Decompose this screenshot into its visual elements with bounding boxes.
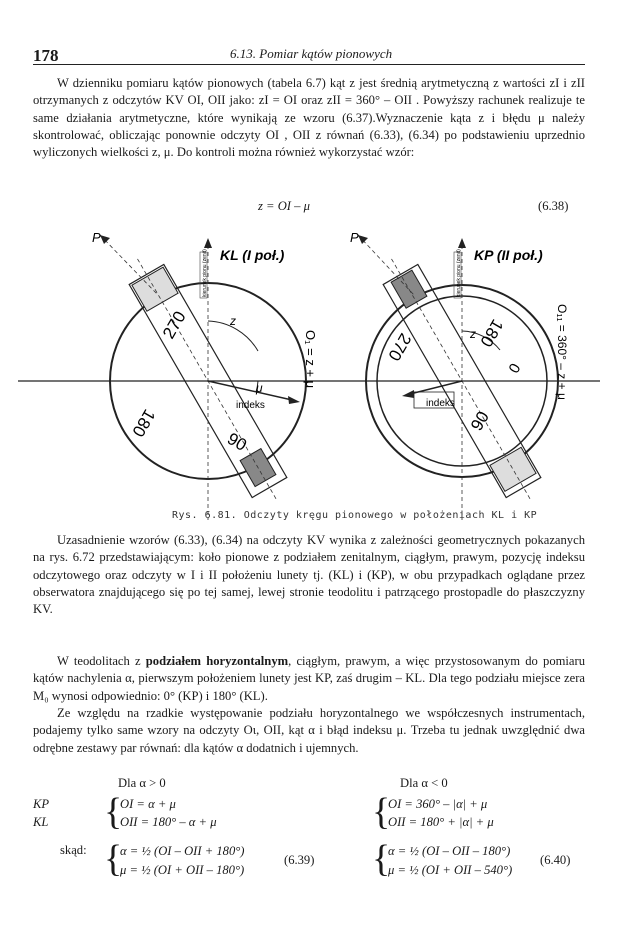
left-head: Dla α > 0 — [118, 776, 166, 790]
section-title: 6.13. Pomiar kątów pionowych — [230, 46, 393, 61]
paragraph-3-part-a: W teodolitach z — [57, 654, 146, 668]
left-270: 270 — [159, 307, 190, 342]
right-180: 180 — [476, 316, 507, 351]
right-axis-label: kierunek pionu (zenit) — [456, 249, 462, 297]
eq-right-4: μ = ½ (OI + OII – 540°) — [388, 863, 513, 877]
kl-label: KL — [33, 815, 49, 829]
eq-left-3: α = ½ (OI – OII + 180°) — [120, 844, 245, 858]
left-z-label: z — [230, 314, 236, 328]
eq-left-4: μ = ½ (OI + OII – 180°) — [120, 863, 245, 877]
left-title: KL (I poł.) — [220, 247, 285, 263]
right-title: KP (II poł.) — [474, 247, 543, 263]
left-mu-label: μ — [256, 381, 263, 395]
right-head: Dla α < 0 — [400, 776, 448, 790]
eq-right-1: OI = 360° – |α| + μ — [388, 797, 488, 811]
paragraph-4-text: Ze względu na rzadkie występowanie podziału horyzontalnego we współczesnych instrumentach, podajemy tylko same wzory na odczyty Oι, OII, kąt α i błąd indeksu μ. Trzeba tu jednak uwzględnić dwa odrębne zestawy par równań: dla kątów α dodatnich i ujemnych. — [33, 706, 585, 755]
skad-label: skąd: — [60, 843, 87, 857]
right-p-label: P — [350, 230, 359, 245]
page-number: 178 — [33, 46, 59, 65]
right-z-label: z — [470, 327, 476, 341]
left-axis-label: kierunek pionu (zenit) — [202, 249, 208, 297]
right-o-label: O₁₁ = 360° – z + μ — [555, 304, 569, 400]
eq-number-6-40: (6.40) — [540, 853, 571, 867]
eq-left-2: OII = 180° – α + μ — [120, 815, 217, 829]
equation-number-6-38: (6.38) — [538, 199, 569, 213]
eq-number-6-39: (6.39) — [284, 853, 315, 867]
paragraph-3-bold: podziałem horyzontalnym — [145, 654, 289, 668]
equation-6-38: z = OI – μ — [258, 199, 310, 213]
eq-left-1: OI = α + μ — [120, 797, 176, 811]
left-180: 180 — [128, 406, 159, 441]
right-brace-1: { — [372, 791, 391, 833]
left-brace-1: { — [104, 791, 123, 833]
eq-right-3: α = ½ (OI – OII – 180°) — [388, 844, 511, 858]
intro-text: W dzienniku pomiaru kątów pionowych (tabela 6.7) kąt z jest średnią arytmetyczną z wartości zI i zII otrzymanych z odczytów KV OI, OII jako: zI = OI oraz zII = 360° – OII . Powyższy rachunek realizuje te same działania arytmetyczne, które wynikają ze wzoru (6.37).Wyznaczenie kąta z i błędu μ należy skontrolować, obliczając ponownie odczyty OI , OII z równań (6.33), (6.34) po podstawieniu uprzednio wyliczonych wielkości z, μ. Do kontroli można również wykorzystać wzór: — [33, 76, 585, 160]
left-p-label: P — [92, 230, 101, 245]
right-0: 0 — [504, 360, 524, 376]
right-brace-2: { — [372, 838, 391, 880]
left-brace-2: { — [104, 838, 123, 880]
right-270: 270 — [384, 330, 415, 365]
paragraph-3-part-b: , ciągłym, prawym, a więc przystosowanym do pomiaru kątów nachylenia α, pierwszym położeniem lunety jest KP, zaś drugim – KL. Dla tego podziału miejsce zera M₀ wynosi odpowiednio: 0° (KP) i 180° (KL). — [33, 654, 585, 703]
eq-right-2: OII = 180° + |α| + μ — [388, 815, 494, 829]
right-90: 90 — [467, 408, 493, 434]
kp-label: KP — [33, 797, 50, 811]
left-90: 90 — [224, 429, 250, 455]
paragraph-2-text: Uzasadnienie wzorów (6.33), (6.34) na odczyty KV wynika z zależności geometrycznych pokazanych na rys. 6.72 przedstawiającym: koło pionowe z podziałem zenitalnym, ciągłym, prawym, pozycję indeksu odczytowego oraz odczyty w I i II położeniu lunety tj. (KL) i (KP), w obu przypadkach oglądane przez obserwatora znajdującego się po tej samej, lewej stronie teodolitu i patrzącego prostopadle do płaszczyzny KV. — [33, 533, 585, 617]
left-indeks-label: indeks — [236, 400, 265, 411]
left-o-label: O₁ = z + μ — [303, 330, 318, 389]
figure-caption: Rys. 6.81. Odczyty kręgu pionowego w położeniach KL i KP — [172, 510, 538, 521]
right-indeks-label: indeks — [426, 398, 455, 409]
